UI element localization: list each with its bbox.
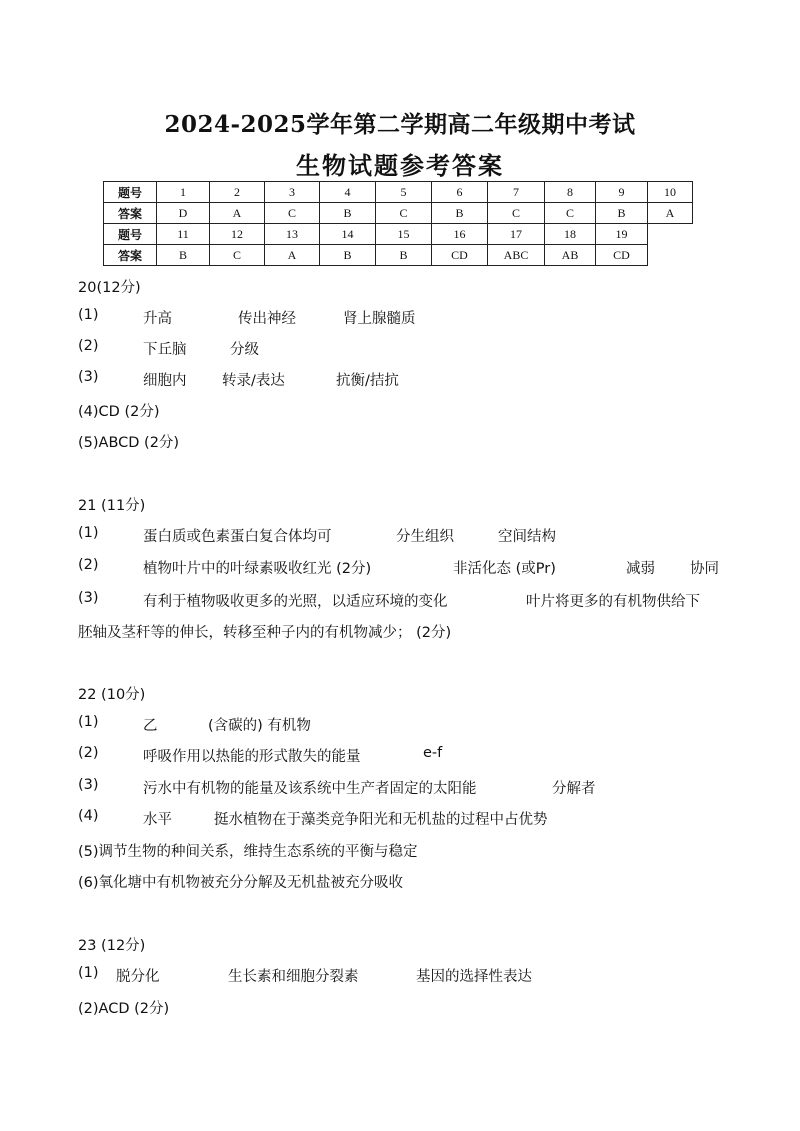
item-number: (4) [78, 808, 99, 824]
answer-line [78, 338, 778, 360]
table-cell: AB [545, 245, 596, 266]
answer-text: 协同 [690, 561, 719, 577]
page-title: 2024-2025学年第二学期高二年级期中考试 [164, 111, 636, 138]
table-cell: 11 [157, 224, 210, 245]
answer-line [78, 808, 778, 830]
answer-text: 基因的选择性表达 [416, 969, 532, 985]
answer-line [78, 369, 778, 391]
table-cell: 3 [265, 182, 320, 203]
answer-text: 分级 [230, 342, 259, 358]
table-cell: A [648, 203, 693, 224]
answer-text: (含碳的) 有机物 [208, 718, 311, 734]
table-cell: C [376, 203, 432, 224]
answer-line: (2)ACD (2分) [78, 1001, 170, 1017]
answer-text: 挺水植物在于藻类竞争阳光和无机盐的过程中占优势 [214, 812, 548, 828]
answer-text: 植物叶片中的叶绿素吸收红光 (2分) [143, 561, 372, 577]
table-cell: 18 [545, 224, 596, 245]
item-number: (1) [78, 714, 99, 730]
table-cell: 7 [488, 182, 545, 203]
answer-line: (5)ABCD (2分) [78, 435, 180, 451]
answer-text: 乙 [143, 718, 158, 734]
table-cell: 8 [545, 182, 596, 203]
table-cell: 4 [320, 182, 376, 203]
answer-line: 胚轴及茎秆等的伸长，转移至种子内的有机物减少； (2分) [78, 625, 452, 641]
answer-text: 减弱 [626, 561, 655, 577]
table-row [104, 245, 693, 266]
empty-cell [648, 224, 693, 245]
answer-text: 细胞内 [143, 373, 187, 389]
item-number: (1) [78, 307, 99, 323]
answer-line: (6)氧化塘中有机物被充分分解及无机盐被充分吸收 [78, 875, 404, 891]
table-cell: B [320, 245, 376, 266]
answer-line [78, 965, 778, 987]
header-cell: 题号 [104, 224, 157, 245]
table-cell: 10 [648, 182, 693, 203]
table-cell: 14 [320, 224, 376, 245]
item-number: (3) [78, 777, 99, 793]
table-cell: B [432, 203, 488, 224]
item-number: (2) [78, 338, 99, 354]
table-cell: B [320, 203, 376, 224]
table-cell: 15 [376, 224, 432, 245]
table-cell: 6 [432, 182, 488, 203]
item-number: (3) [78, 369, 99, 385]
table-cell: 5 [376, 182, 432, 203]
answer-text: e-f [423, 745, 443, 761]
table-cell: C [265, 203, 320, 224]
table-cell: A [210, 203, 265, 224]
table-cell: 2 [210, 182, 265, 203]
answer-line: (5)调节生物的种间关系，维持生态系统的平衡与稳定 [78, 844, 418, 860]
table-cell: A [265, 245, 320, 266]
answer-text: 生长素和细胞分裂素 [228, 969, 359, 985]
table-row [104, 224, 693, 245]
answer-text: 下丘脑 [143, 342, 187, 358]
answer-text: 水平 [143, 812, 172, 828]
answer-text: 呼吸作用以热能的形式散失的能量 [143, 749, 361, 765]
item-number: (1) [78, 965, 99, 981]
answer-line [78, 307, 778, 329]
answer-line [78, 777, 778, 799]
answer-line [78, 714, 778, 736]
answer-line: (4)CD (2分) [78, 404, 160, 420]
table-cell: 13 [265, 224, 320, 245]
section-heading: 21 (11分) [78, 498, 146, 514]
table-cell: 17 [488, 224, 545, 245]
answer-line [78, 745, 778, 767]
answer-text: 转录/表达 [222, 373, 285, 389]
item-number: (2) [78, 745, 99, 761]
table-row [104, 203, 693, 224]
answer-text: 脱分化 [116, 969, 160, 985]
table-cell: B [157, 245, 210, 266]
answer-text: 升高 [143, 311, 172, 327]
answer-line [78, 590, 783, 612]
table-cell: C [545, 203, 596, 224]
answer-text: 肾上腺髓质 [343, 311, 416, 327]
answer-text: 抗衡/拮抗 [336, 373, 399, 389]
table-cell: C [210, 245, 265, 266]
table-cell: 9 [596, 182, 648, 203]
table-cell: B [376, 245, 432, 266]
item-number: (3) [78, 590, 99, 606]
answer-line [78, 525, 778, 547]
answer-text: 分解者 [552, 781, 596, 797]
answer-text: 有利于植物吸收更多的光照，以适应环境的变化 [143, 594, 448, 610]
page-subtitle: 生物试题参考答案 [296, 151, 504, 180]
answer-table [103, 181, 693, 266]
item-number: (1) [78, 525, 99, 541]
answer-text: 传出神经 [238, 311, 296, 327]
table-cell: B [596, 203, 648, 224]
table-cell: ABC [488, 245, 545, 266]
table-cell: CD [432, 245, 488, 266]
section-heading: 20(12分) [78, 280, 141, 296]
table-cell: D [157, 203, 210, 224]
header-cell: 答案 [104, 203, 157, 224]
item-number: (2) [78, 557, 99, 573]
header-cell: 题号 [104, 182, 157, 203]
answer-text: 污水中有机物的能量及该系统中生产者固定的太阳能 [143, 781, 477, 797]
table-cell: 1 [157, 182, 210, 203]
answer-text: 叶片将更多的有机物供给下 [526, 594, 700, 610]
section-heading: 23 (12分) [78, 938, 146, 954]
answer-text: 分生组织 [396, 529, 454, 545]
table-cell: 19 [596, 224, 648, 245]
table-cell: 16 [432, 224, 488, 245]
table-cell: 12 [210, 224, 265, 245]
empty-cell [648, 245, 693, 266]
answer-text: 非活化态 (或Pr) [453, 561, 556, 577]
header-cell: 答案 [104, 245, 157, 266]
section-heading: 22 (10分) [78, 687, 146, 703]
table-cell: CD [596, 245, 648, 266]
table-row [104, 182, 693, 203]
answer-text: 蛋白质或色素蛋白复合体均可 [143, 529, 332, 545]
answer-line [78, 557, 778, 579]
answer-text: 空间结构 [498, 529, 556, 545]
table-cell: C [488, 203, 545, 224]
